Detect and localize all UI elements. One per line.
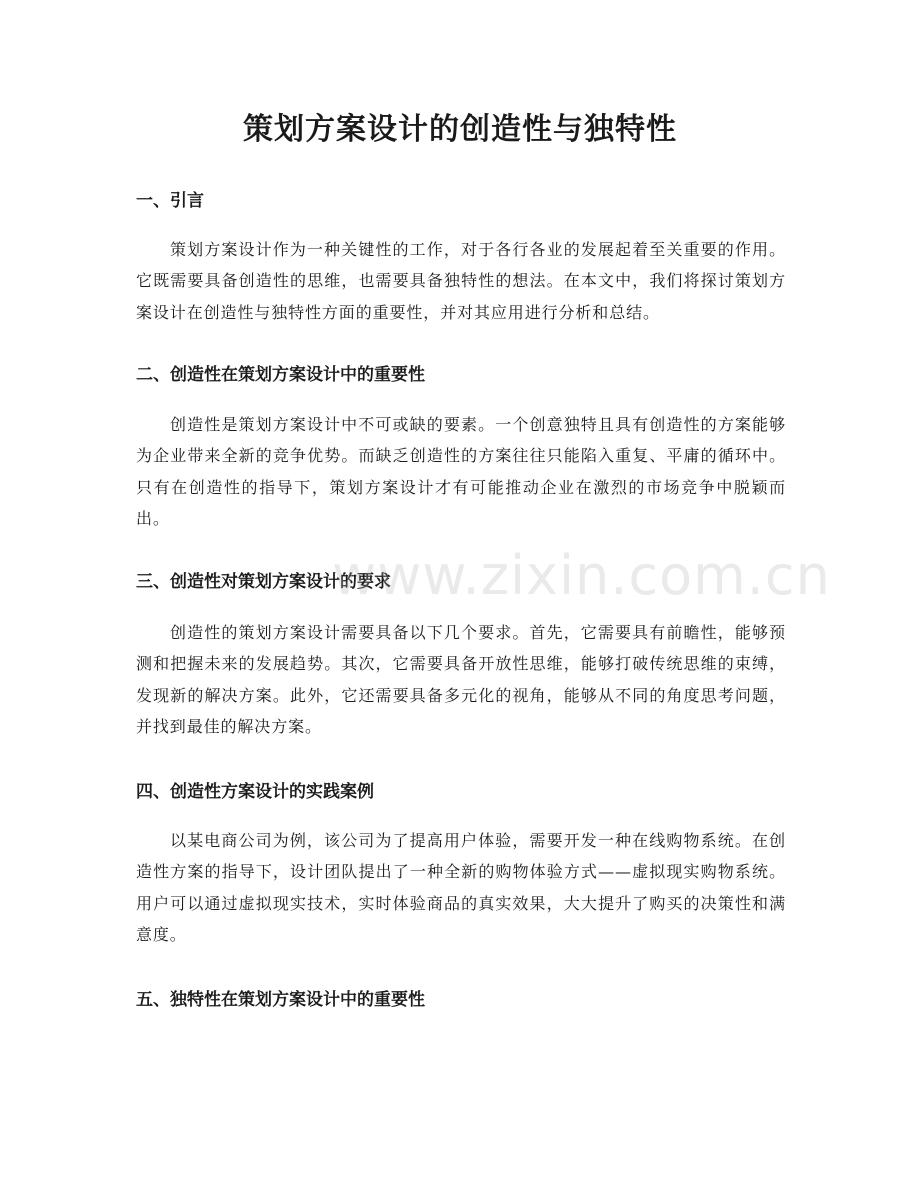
section-paragraph-intro: 策划方案设计作为一种关键性的工作，对于各行各业的发展起着至关重要的作用。它既需要具备创造性的思维，也需要具备独特性的想法。在本文中，我们将探讨策划方案设计在创造性与独特性方面的重要性，并对其应用进行分析和总结。 — [136, 240, 786, 322]
section-heading-uniqueness-importance: 五、独特性在策划方案设计中的重要性 — [136, 990, 425, 1010]
section-heading-creativity-importance: 二、创造性在策划方案设计中的重要性 — [136, 365, 425, 385]
watermark: www.zixin.com.cn — [332, 544, 831, 607]
section-heading-practice-case: 四、创造性方案设计的实践案例 — [136, 782, 374, 802]
section-heading-intro: 一、引言 — [136, 191, 204, 211]
section-paragraph-creativity-importance: 创造性是策划方案设计中不可或缺的要素。一个创意独特且具有创造性的方案能够为企业带来全新的竞争优势。而缺乏创造性的方案往往只能陷入重复、平庸的循环中。只有在创造性的指导下，策划方案设计才有可能推动企业在激烈的市场竞争中脱颖而出。 — [136, 415, 786, 528]
section-paragraph-practice-case: 以某电商公司为例，该公司为了提高用户体验，需要开发一种在线购物系统。在创造性方案的指导下，设计团队提出了一种全新的购物体验方式——虚拟现实购物系统。用户可以通过虚拟现实技术，实时体验商品的真实效果，大大提升了购买的决策性和满意度。 — [136, 831, 786, 944]
section-paragraph-creativity-requirements: 创造性的策划方案设计需要具备以下几个要求。首先，它需要具有前瞻性，能够预测和把握未来的发展趋势。其次，它需要具备开放性思维，能够打破传统思维的束缚，发现新的解决方案。此外，它还需要具备多元化的视角，能够从不同的角度思考问题，并找到最佳的解决方案。 — [136, 623, 786, 736]
document-title: 策划方案设计的创造性与独特性 — [243, 112, 677, 147]
section-heading-creativity-requirements: 三、创造性对策划方案设计的要求 — [136, 572, 391, 592]
